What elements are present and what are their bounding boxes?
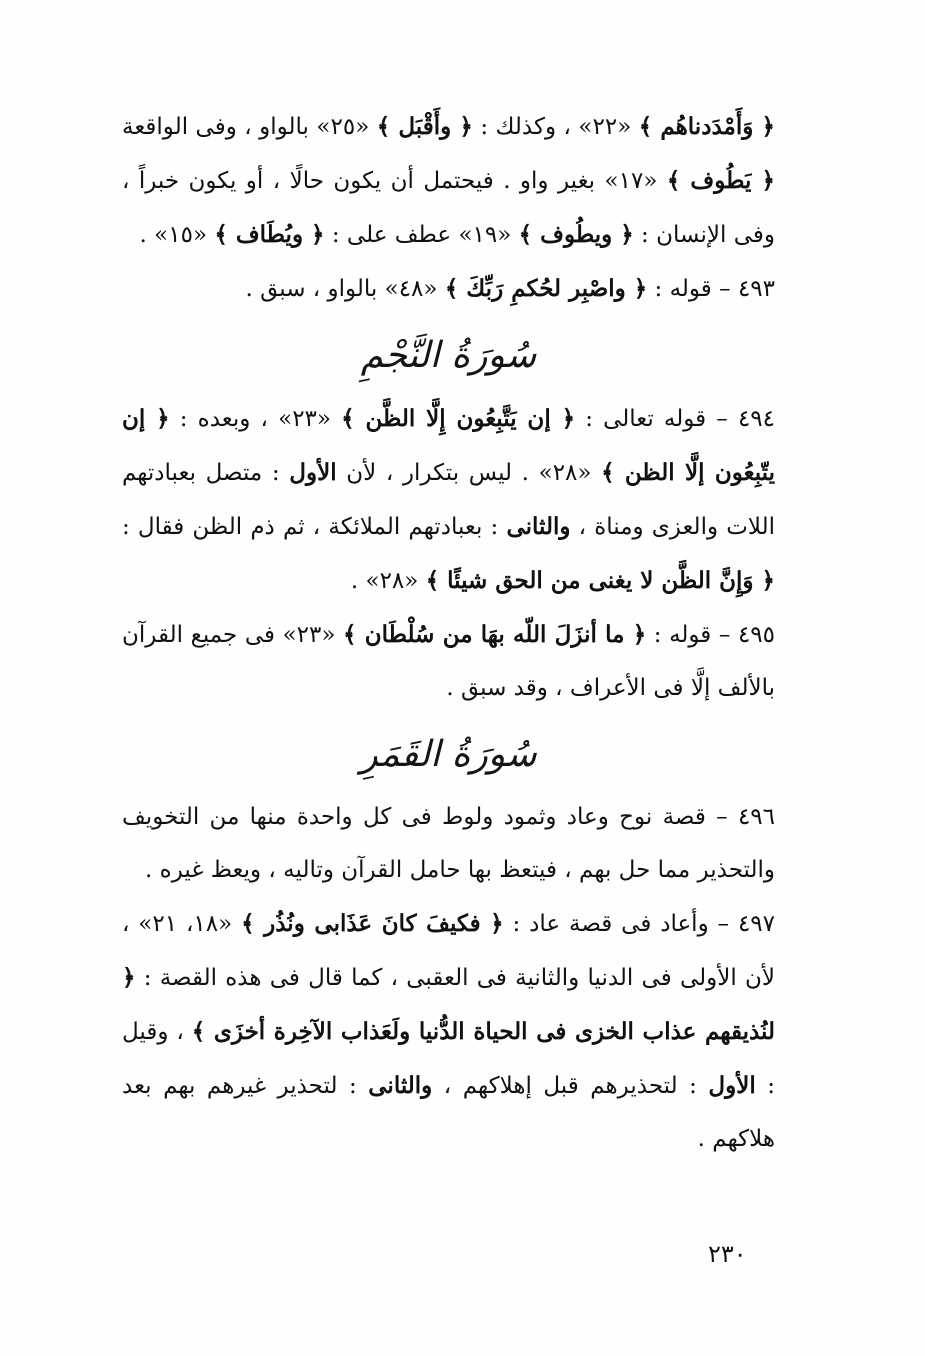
emphasis-term: والثانى bbox=[506, 513, 571, 540]
emphasis-term: والثانى bbox=[368, 1072, 433, 1099]
quran-quote: ﴿ ويطُوف ﴾ bbox=[518, 221, 634, 248]
paragraph-text: «١٨، ٢١» ، لأن الأولى فى الدنيا والثانية فى العقبى ، كما قال فى هذه القصة : bbox=[122, 911, 775, 991]
surah-heading-najm: سُورَةُ النَّجْمِ bbox=[360, 335, 537, 376]
paragraph-494 bbox=[122, 392, 775, 608]
paragraph-text: «١٧» بغير واو . فيحتمل أن يكون حالًا ، أو يكون خبراً ، وفى الإنسان : bbox=[122, 168, 775, 248]
paragraph-text: : بعبادتهم الملائكة ، ثم ذم الظن فقال : bbox=[122, 514, 507, 540]
paragraph-text: : متصل بعبادتهم اللات والعزى ومناة ، bbox=[122, 460, 775, 540]
paragraph-497 bbox=[122, 897, 775, 1166]
paragraph-493 bbox=[122, 262, 775, 316]
paragraph-continuation bbox=[122, 100, 775, 262]
quran-quote: ﴿ وَأَمْدَدناهُم ﴾ bbox=[638, 113, 775, 140]
quran-quote: ﴿ واصْبِر لحُكمِ رَبِّكَ ﴾ bbox=[444, 275, 648, 302]
surah-heading-qamar: سُورَةُ القَمَرِ bbox=[360, 734, 537, 775]
paragraph-text: «٢٢» ، وكذلك : bbox=[472, 114, 639, 140]
emphasis-term: الأول bbox=[289, 459, 337, 486]
paragraph-text: : لتحذيرهم قبل إهلاكهم ، bbox=[432, 1073, 709, 1099]
quran-quote: ﴿ إن يتّبِعُون إلَّا الظن ﴾ bbox=[122, 405, 775, 486]
page-body bbox=[122, 100, 775, 1166]
paragraph-text: ٤٩٦ – قصة نوح وعاد وثمود ولوط فى كل واحدة منها من التخويف والتحذير مما حل بهم ، فيتعظ بها حامل القرآن وتاليه ، ويعظ غيره . bbox=[122, 804, 775, 883]
paragraph-text: ، وقيل : bbox=[122, 1019, 775, 1099]
quran-quote: ﴿ يَطُوف ﴾ bbox=[666, 167, 775, 194]
paragraph-text: «٢٨» . ليس بتكرار ، لأن bbox=[336, 460, 602, 486]
quran-quote: ﴿ ما أنزَلَ اللّه بهَا من سُلْطَان ﴾ bbox=[343, 621, 647, 648]
paragraph-text: «٢٣» فى جميع القرآن بالألف إلَّا فى الأعراف ، وقد سبق . bbox=[122, 622, 775, 701]
paragraph-495 bbox=[122, 608, 775, 715]
paragraph-text: : لتحذير غيرهم بهم بعد هلاكهم . bbox=[122, 1073, 775, 1152]
quran-quote: ﴿ فكيفَ كانَ عَذَابى ونُذُر ﴾ bbox=[241, 910, 504, 937]
paragraph-text: «٤٨» بالواو ، سبق . bbox=[245, 276, 445, 302]
paragraph-text: «٢٣» ، وبعده : bbox=[169, 406, 342, 432]
paragraph-text: ٤٩٧ – وأعاد فى قصة عاد : bbox=[503, 911, 775, 937]
paragraph-text: «٢٥» بالواو ، وفى الواقعة bbox=[122, 114, 377, 140]
quran-quote: ﴿ ويُطَاف ﴾ bbox=[214, 221, 325, 248]
paragraph-text: «٢٨» . bbox=[350, 568, 426, 594]
quran-quote: ﴿ وَإِنَّ الظَّن لا يغنى من الحق شيئًا ﴾ bbox=[425, 567, 775, 594]
paragraph-text: ٤٩٤ – قوله تعالى : bbox=[575, 406, 776, 432]
page-number: ٢٣٠ bbox=[708, 1240, 747, 1268]
paragraph-496 bbox=[122, 791, 775, 897]
quran-quote: ﴿ لنُذيقهم عذاب الخزى فى الحياة الدُّنيا ولَعَذاب الآخِرة أخزَى ﴾ bbox=[122, 964, 775, 1045]
paragraph-text: ٤٩٣ – قوله : bbox=[647, 276, 775, 302]
quran-quote: ﴿ وأَقْبَل ﴾ bbox=[376, 113, 473, 140]
paragraph-text: ٤٩٥ – قوله : bbox=[646, 622, 776, 648]
paragraph-text: «١٥» . bbox=[139, 222, 215, 248]
paragraph-text: «١٩» عطف على : bbox=[324, 222, 519, 248]
quran-quote: ﴿ إن يَتَّبِعُون إِلَّا الظَّن ﴾ bbox=[341, 405, 576, 432]
emphasis-term: الأول bbox=[708, 1072, 756, 1099]
